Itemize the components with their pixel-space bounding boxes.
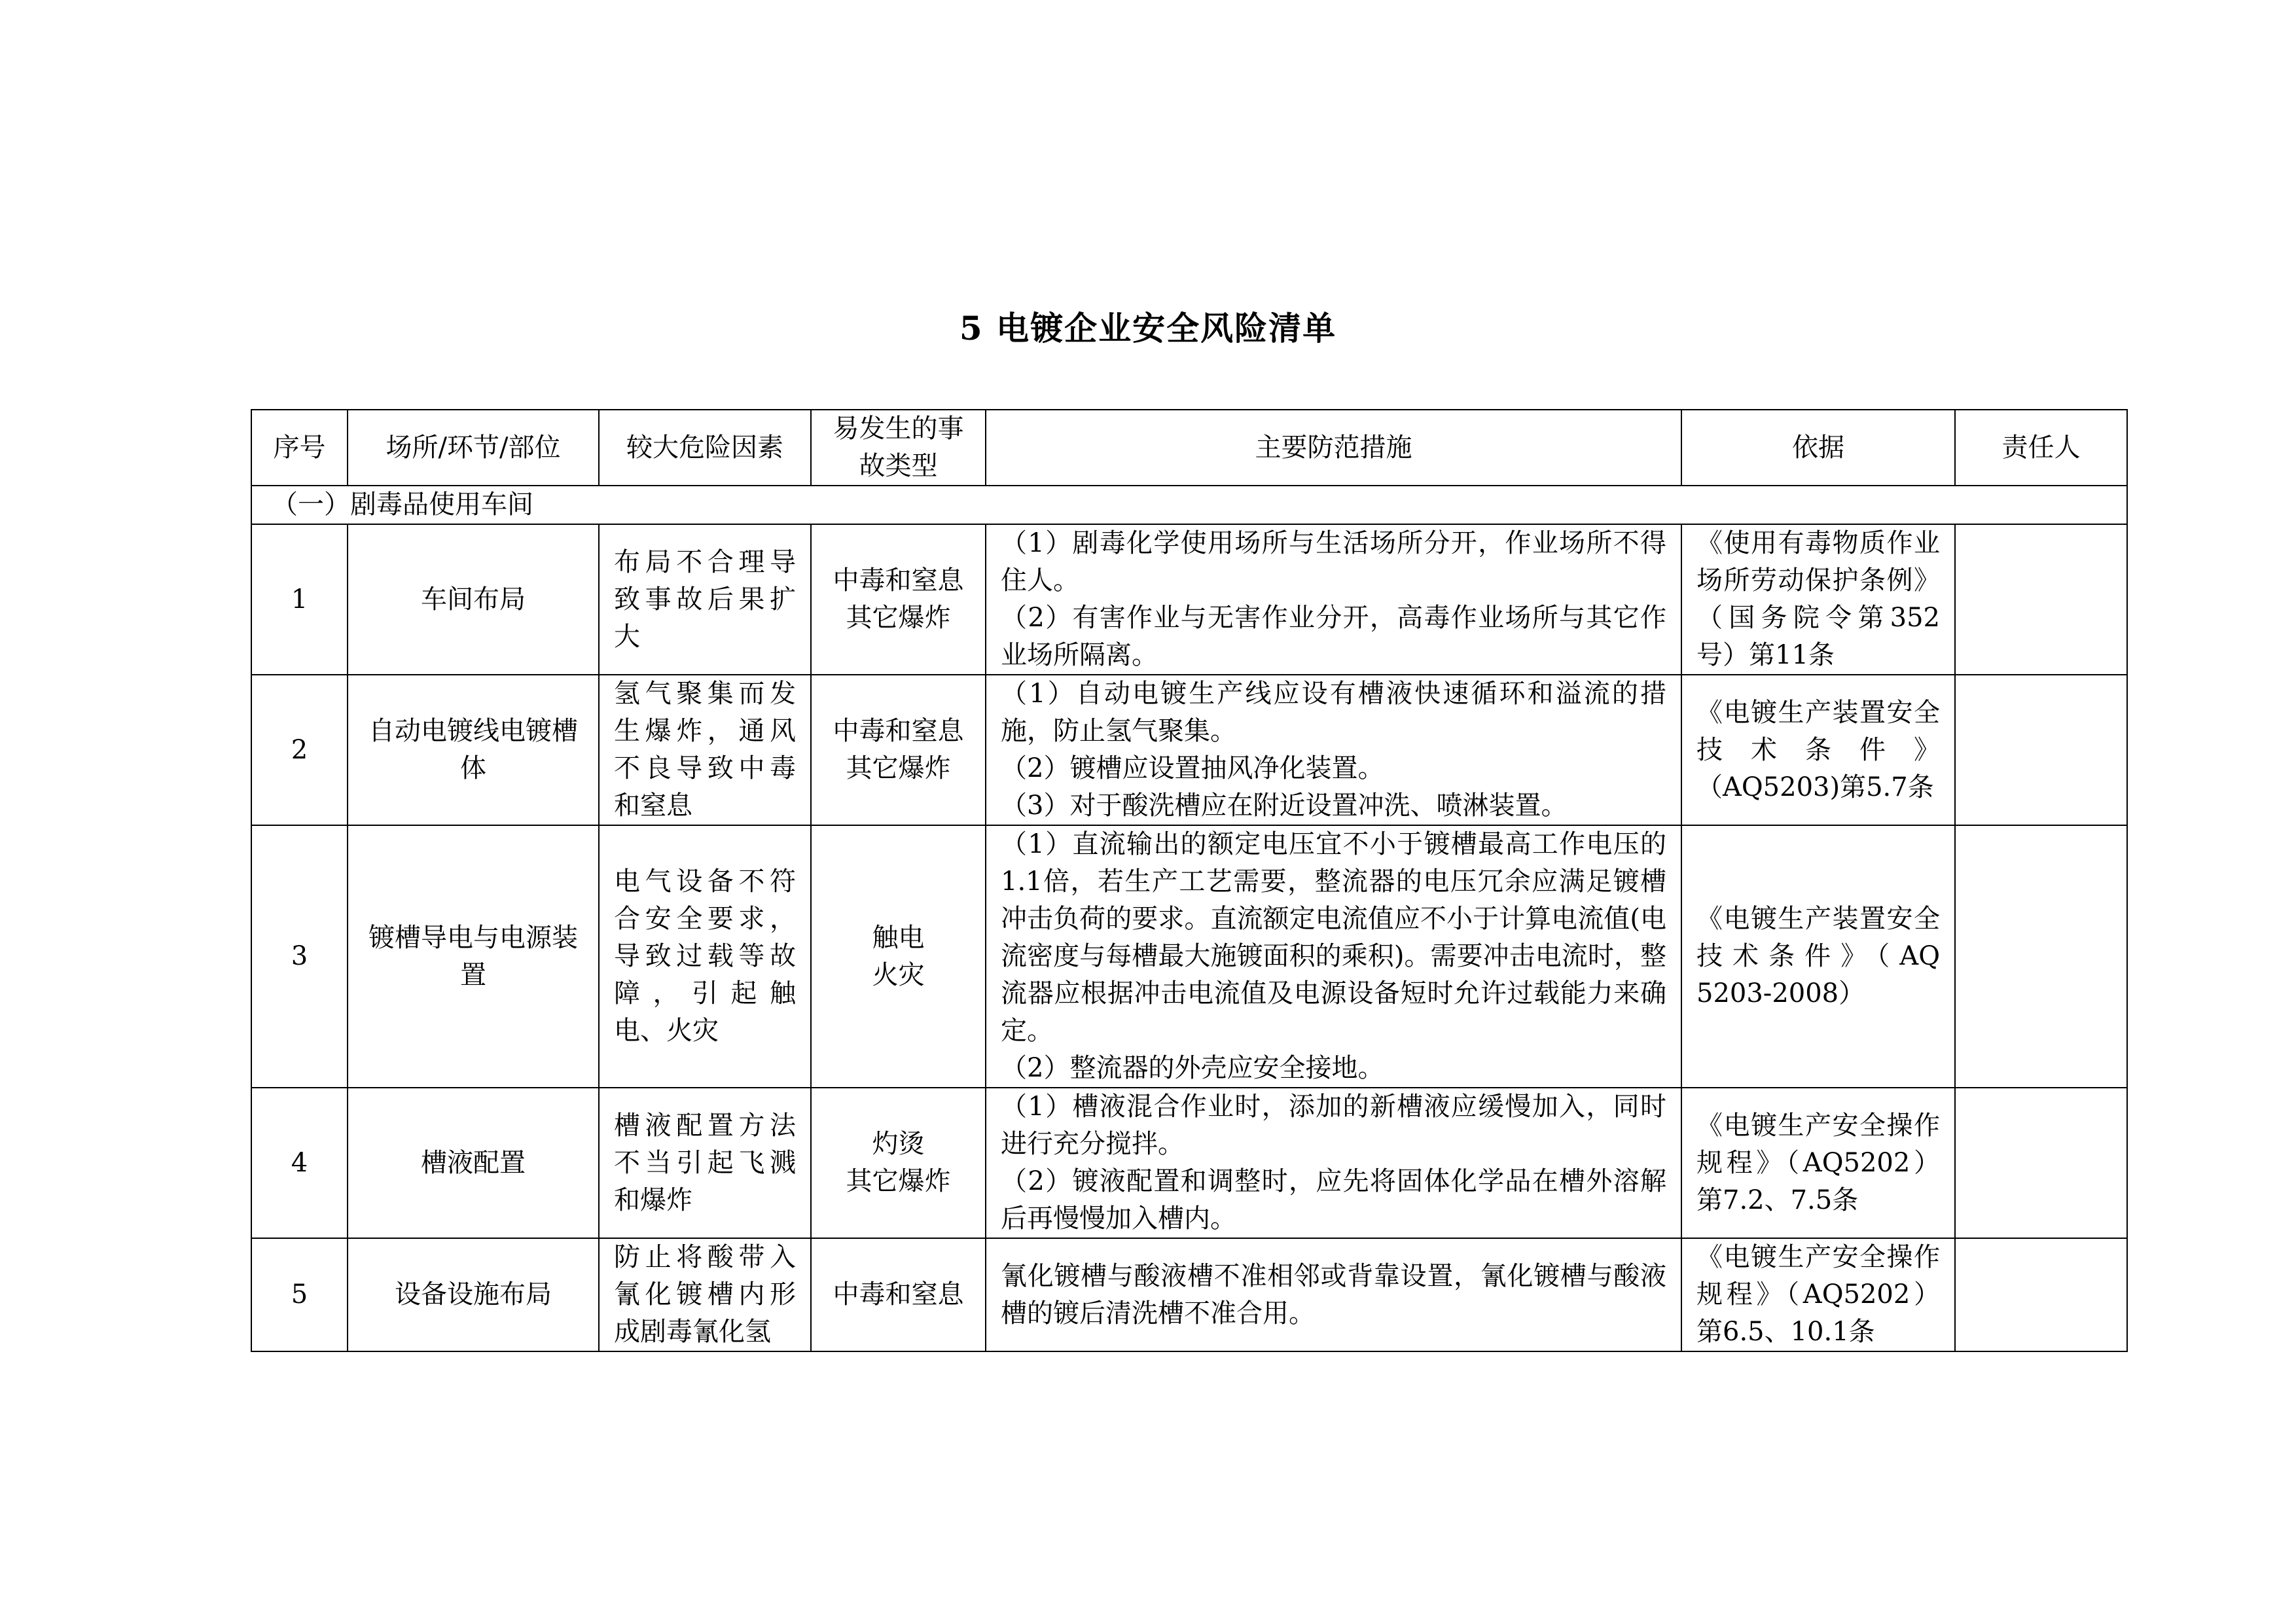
measure-item: （2）整流器的外壳应安全接地。 bbox=[1001, 1053, 1384, 1083]
header-accident: 易发生的事故类型 bbox=[811, 410, 986, 486]
cell-basis: 《电镀生产安全操作规程》（AQ5202）第7.2、7.5条 bbox=[1681, 1088, 1955, 1238]
table-row bbox=[251, 675, 2127, 825]
measure-item: （2）镀液配置和调整时，应先将固体化学品在槽外溶解后再慢慢加入槽内。 bbox=[1001, 1166, 1666, 1234]
cell-accident bbox=[811, 524, 986, 675]
cell-measures bbox=[986, 825, 1681, 1088]
accident-type: 火灾 bbox=[872, 959, 925, 990]
header-location: 场所/环节/部位 bbox=[348, 410, 599, 486]
cell-basis: 《电镀生产装置安全技术条件》（AQ 5203-2008） bbox=[1681, 825, 1955, 1088]
cell-measures bbox=[986, 1088, 1681, 1238]
cell-location: 自动电镀线电镀槽体 bbox=[348, 675, 599, 825]
measure-item: 氰化镀槽与酸液槽不准相邻或背靠设置，氰化镀槽与酸液槽的镀后清洗槽不准合用。 bbox=[1001, 1260, 1666, 1329]
cell-basis: 《电镀生产装置安全技术条件》（AQ5203)第5.7条 bbox=[1681, 675, 1955, 825]
accident-type: 中毒和窒息 bbox=[833, 1279, 964, 1310]
cell-no: 4 bbox=[251, 1088, 348, 1238]
measure-item: （1）剧毒化学使用场所与生活场所分开，作业场所不得住人。 bbox=[1001, 528, 1666, 596]
accident-type: 其它爆炸 bbox=[846, 603, 951, 633]
accident-type: 中毒和窒息 bbox=[833, 565, 964, 596]
cell-location: 车间布局 bbox=[348, 524, 599, 675]
header-measures: 主要防范措施 bbox=[986, 410, 1681, 486]
header-row bbox=[251, 410, 2127, 486]
measure-item: （1）自动电镀生产线应设有槽液快速循环和溢流的措施，防止氢气聚集。 bbox=[1001, 679, 1666, 746]
measure-item: （2）有害作业与无害作业分开，高毒作业场所与其它作业场所隔离。 bbox=[1001, 603, 1666, 670]
cell-location: 设备设施布局 bbox=[348, 1238, 599, 1351]
table-row bbox=[251, 1238, 2127, 1351]
cell-measures bbox=[986, 524, 1681, 675]
cell-responsible bbox=[1955, 1238, 2127, 1351]
cell-responsible bbox=[1955, 675, 2127, 825]
cell-accident bbox=[811, 1238, 986, 1351]
cell-hazard: 槽液配置方法不当引起飞溅和爆炸 bbox=[599, 1088, 811, 1238]
measure-item: （2）镀槽应设置抽风净化装置。 bbox=[1001, 753, 1384, 783]
header-no: 序号 bbox=[251, 410, 348, 486]
accident-type: 中毒和窒息 bbox=[833, 716, 964, 746]
cell-no: 5 bbox=[251, 1238, 348, 1351]
cell-measures bbox=[986, 1238, 1681, 1351]
page-title: 5 电镀企业安全风险清单 bbox=[959, 309, 1337, 348]
cell-basis: 《电镀生产安全操作规程》（AQ5202）第6.5、10.1条 bbox=[1681, 1238, 1955, 1351]
cell-basis: 《使用有毒物质作业场所劳动保护条例》（国务院令第352号）第11条 bbox=[1681, 524, 1955, 675]
cell-no: 1 bbox=[251, 524, 348, 675]
accident-type: 触电 bbox=[872, 922, 925, 953]
cell-no: 2 bbox=[251, 675, 348, 825]
cell-hazard: 布局不合理导致事故后果扩大 bbox=[599, 524, 811, 675]
cell-location: 镀槽导电与电源装置 bbox=[348, 825, 599, 1088]
accident-type: 其它爆炸 bbox=[846, 1166, 951, 1196]
header-responsible: 责任人 bbox=[1955, 410, 2127, 486]
section-row bbox=[251, 486, 2127, 524]
cell-measures bbox=[986, 675, 1681, 825]
section-title: （一）剧毒品使用车间 bbox=[251, 486, 2127, 524]
table-row bbox=[251, 825, 2127, 1088]
cell-no: 3 bbox=[251, 825, 348, 1088]
cell-hazard: 电气设备不符合安全要求，导致过载等故障，引起触电、火灾 bbox=[599, 825, 811, 1088]
cell-responsible bbox=[1955, 524, 2127, 675]
cell-responsible bbox=[1955, 825, 2127, 1088]
cell-accident bbox=[811, 675, 986, 825]
cell-responsible bbox=[1955, 1088, 2127, 1238]
risk-table bbox=[251, 409, 2128, 1352]
accident-type: 灼烫 bbox=[872, 1129, 925, 1159]
header-hazard: 较大危险因素 bbox=[599, 410, 811, 486]
cell-accident bbox=[811, 1088, 986, 1238]
measure-item: （1）槽液混合作业时，添加的新槽液应缓慢加入，同时进行充分搅拌。 bbox=[1001, 1092, 1666, 1159]
cell-accident bbox=[811, 825, 986, 1088]
cell-hazard: 防止将酸带入氰化镀槽内形成剧毒氰化氢 bbox=[599, 1238, 811, 1351]
table-row bbox=[251, 524, 2127, 675]
measure-item: （1）直流输出的额定电压宜不小于镀槽最高工作电压的1.1倍，若生产工艺需要，整流器的电压冗余应满足镀槽冲击负荷的要求。直流额定电流值应不小于计算电流值(电流密度与每槽最大施镀面积的乘积)。需要冲击电流时，整流器应根据冲击电流值及电源设备短时允许过载能力来确定。 bbox=[1001, 829, 1666, 1046]
cell-hazard: 氢气聚集而发生爆炸，通风不良导致中毒和窒息 bbox=[599, 675, 811, 825]
header-basis: 依据 bbox=[1681, 410, 1955, 486]
table-row bbox=[251, 1088, 2127, 1238]
cell-location: 槽液配置 bbox=[348, 1088, 599, 1238]
measure-item: （3）对于酸洗槽应在附近设置冲洗、喷淋装置。 bbox=[1001, 791, 1568, 821]
accident-type: 其它爆炸 bbox=[846, 753, 951, 783]
